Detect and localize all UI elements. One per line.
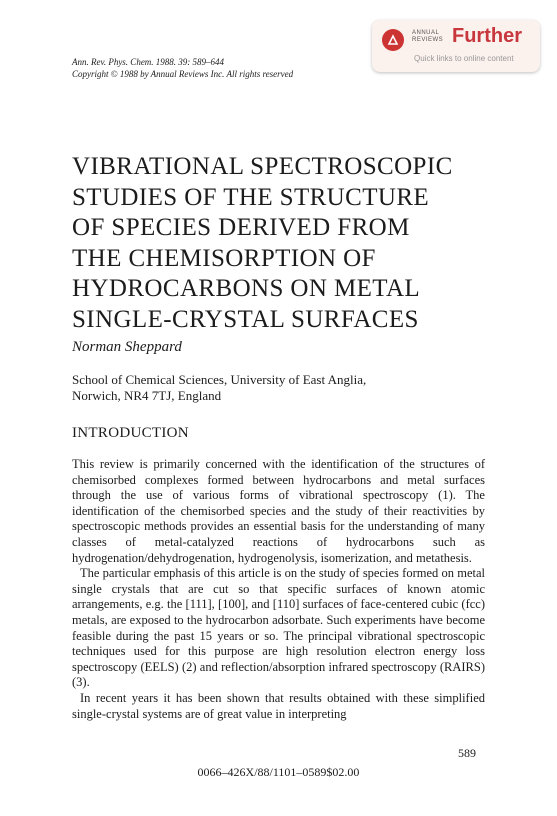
annual-reviews-brand (412, 30, 443, 44)
title-line: STUDIES OF THE STRUCTURE (72, 183, 430, 211)
page-number: 589 (458, 746, 476, 760)
author-affiliation (72, 372, 366, 404)
affiliation-line-1: School of Chemical Sciences, University of East Anglia, (72, 372, 367, 387)
annual-reviews-logo-icon (382, 29, 404, 51)
body-text (72, 457, 485, 722)
author-name: Norman Sheppard (72, 339, 182, 355)
further-links-banner[interactable] (372, 20, 540, 72)
further-link[interactable]: Further (452, 25, 522, 47)
copyright-line: Copyright © 1988 by Annual Reviews Inc. All rights reserved (72, 69, 294, 79)
title-line: SINGLE-CRYSTAL SURFACES (72, 305, 419, 333)
banner-tagline: Quick links to online content (414, 54, 514, 63)
title-line: THE CHEMISORPTION OF (72, 244, 376, 272)
article-title (72, 152, 492, 335)
affiliation-line-2: Norwich, NR4 7TJ, England (72, 388, 222, 403)
title-line: HYDROCARBONS ON METAL (72, 275, 421, 302)
citation-line: Ann. Rev. Phys. Chem. 1988. 39: 589–644 (72, 57, 225, 67)
paragraph: The particular emphasis of this article is on the study of species formed on metal single crystals that are cut so that specific surfaces of known atomic arrangements, e.g. the [111], [100], and [110] surfaces of face-centered cubic (fcc) metals, are exposed to the hydrocarbon adsorbate. Such experiments have become feasible during the past 15 years or so. The principal vibrational spectroscopic techniques used for this purpose are high resolution electron energy loss spectroscopy (EELS) (2) and reflection/absorption infrared spectroscopy (RAIRS) (3). (72, 566, 485, 690)
journal-citation (72, 56, 293, 80)
paragraph: In recent years it has been shown that results obtained with these simplified single-crystal systems are of great value in interpreting (72, 690, 485, 721)
article-code: 0066–426X/88/1101–0589$02.00 (197, 765, 360, 779)
brand-line-1: ANNUAL (412, 30, 440, 36)
section-heading: INTRODUCTION (72, 425, 189, 441)
title-line: OF SPECIES DERIVED FROM (72, 214, 410, 241)
brand-line-2: REVIEWS (412, 37, 444, 43)
paragraph: This review is primarily concerned with the identification of the structures of chemisorbed complexes formed between hydrocarbons and metal surfaces through the use of various forms of vibrational spectroscopy (1). The identification of the chemisorbed species and the study of their reactivities by spectroscopic methods provides an essential basis for the understanding of many classes of metal-catalyzed reactions of hydrocarbons such as hydrogenation/dehydrogenation, hydrogenolysis, isomerization, and metathesis. (72, 457, 485, 565)
title-line: VIBRATIONAL SPECTROSCOPIC (72, 153, 453, 180)
